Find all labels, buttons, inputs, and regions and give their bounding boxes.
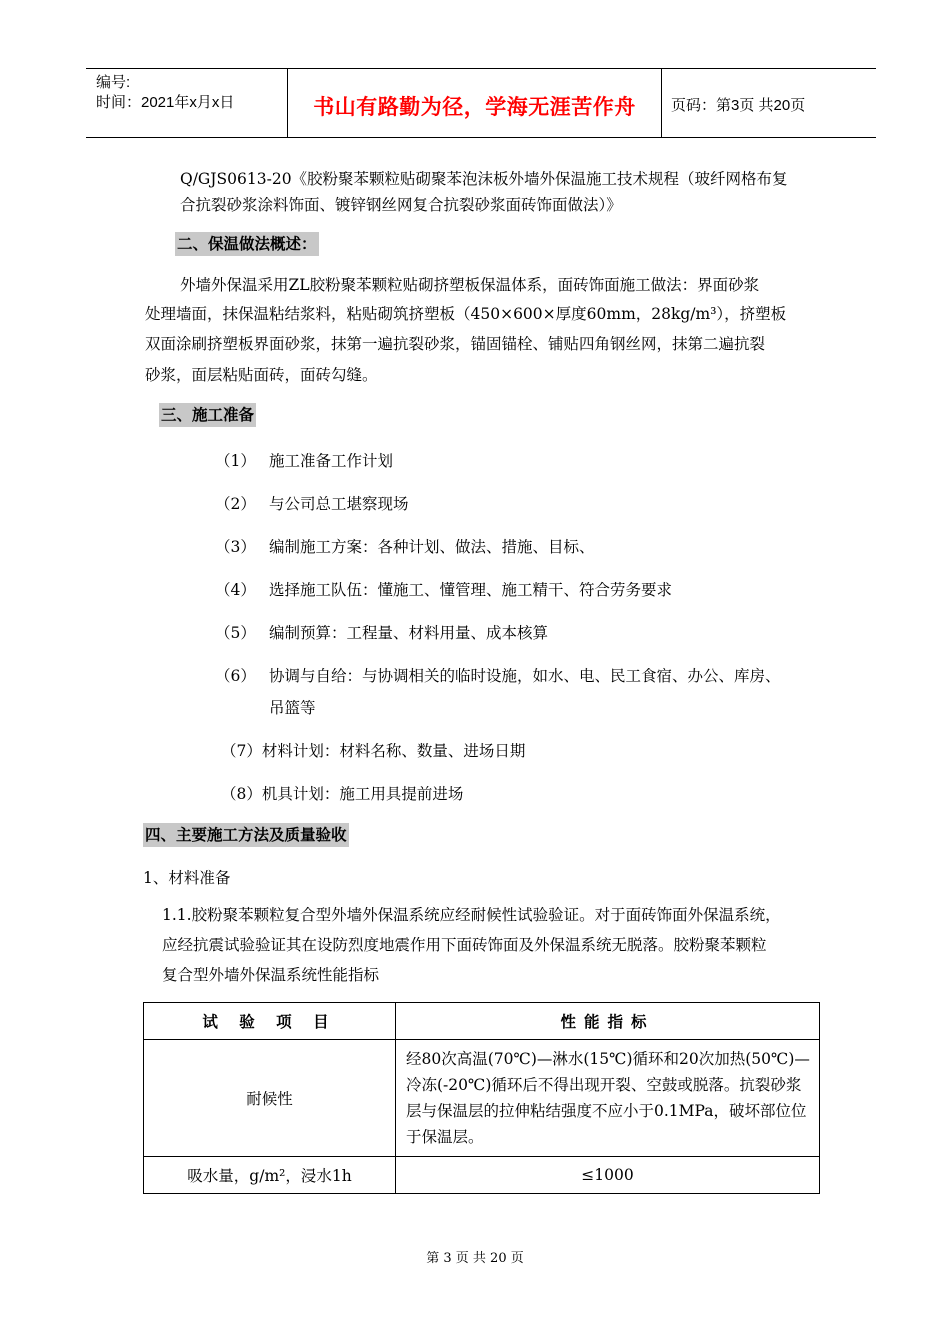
table-cell-water-absorption: 吸水量，g/m²，浸水1h — [144, 1157, 396, 1194]
prep-item-5: （5） 编制预算：工程量、材料用量、成本核算 — [215, 624, 549, 642]
section-2-line-3: 双面涂刷挤塑板界面砂浆，抹第一遍抗裂砂浆，锚固锚栓、铺贴四角钢丝网，抹第二遍抗裂 — [145, 335, 766, 353]
motto-text: 书山有路勤为径，学海无涯苦作舟 — [313, 95, 636, 119]
prep-item-2: （2） 与公司总工堪察现场 — [215, 495, 409, 513]
para-1-1-line-2: 应经抗震试验验证其在设防烈度地震作用下面砖饰面及外保温系统无脱落。胶粉聚苯颗粒 — [162, 936, 767, 954]
section-2-line-4: 砂浆，面层粘贴面砖，面砖勾缝。 — [145, 366, 378, 384]
table-cell-water-absorption-value: ≤1000 — [396, 1157, 820, 1194]
time-label: 时间：2021年x月x日 — [96, 94, 235, 111]
intro-line-2: 合抗裂砂浆涂料饰面、镀锌钢丝网复合抗裂砂浆面砖饰面做法）》 — [180, 196, 622, 214]
section-2-heading: 二、保温做法概述： — [175, 232, 319, 256]
table-row — [144, 1157, 820, 1194]
page-footer: 第 3 页 共 20 页 — [426, 1251, 524, 1266]
code-label: 编号: — [96, 74, 131, 91]
header-meta — [86, 69, 286, 137]
section-4-heading: 四、主要施工方法及质量验收 — [143, 823, 349, 847]
prep-item-3: （3） 编制施工方案：各种计划、做法、措施、目标、 — [215, 538, 595, 556]
page-number-label: 页码：第3页 共20页 — [671, 97, 806, 114]
table-header-item: 试 验 项 目 — [144, 1003, 396, 1040]
section-3-heading: 三、施工准备 — [159, 403, 256, 427]
section-2-line-1: 外墙外保温采用ZL胶粉聚苯颗粒贴砌挤塑板保温体系，面砖饰面施工做法：界面砂浆 — [180, 276, 760, 294]
prep-item-6-cont: 吊篮等 — [269, 699, 316, 717]
table-header-row — [144, 1003, 820, 1040]
table-cell-weathering-value: 经80次高温(70℃)—淋水(15℃)循环和20次加热(50℃)—冷冻(-20℃)循环后不得出现开裂、空鼓或脱落。抗裂砂浆层与保温层的拉伸粘结强度不应小于0.1MPa，破坏部位位于保温层。 — [396, 1040, 820, 1157]
table-row — [144, 1040, 820, 1157]
subsection-1-title: 1、材料准备 — [143, 869, 231, 887]
intro-line-1: Q/GJS0613-20《胶粉聚苯颗粒贴砌聚苯泡沫板外墙外保温施工技术规程（玻纤网格布复 — [180, 170, 788, 188]
performance-table — [143, 1002, 820, 1194]
table-header-indicator: 性能指标 — [396, 1003, 820, 1040]
para-1-1-line-1: 1.1.胶粉聚苯颗粒复合型外墙外保温系统应经耐候性试验验证。对于面砖饰面外保温系统， — [162, 906, 781, 924]
page-header — [86, 68, 876, 138]
prep-item-1: （1） 施工准备工作计划 — [215, 452, 394, 470]
table-cell-weathering: 耐候性 — [144, 1040, 396, 1157]
prep-item-7: （7）材料计划：材料名称、数量、进场日期 — [221, 742, 526, 760]
prep-item-8: （8）机具计划：施工用具提前进场 — [221, 785, 464, 803]
section-2-line-2: 处理墙面，抹保温粘结浆料，粘贴砌筑挤塑板（450×600×厚度60mm，28kg/m³），挤塑板 — [145, 305, 787, 323]
prep-item-4: （4） 选择施工队伍：懂施工、懂管理、施工精干、符合劳务要求 — [215, 581, 673, 599]
prep-item-6: （6） 协调与自给：与协调相关的临时设施，如水、电、民工食宿、办公、库房、 — [215, 667, 781, 685]
header-motto-cell — [287, 69, 662, 137]
para-1-1-line-3: 复合型外墙外保温系统性能指标 — [162, 966, 380, 984]
header-page-cell — [661, 69, 876, 137]
